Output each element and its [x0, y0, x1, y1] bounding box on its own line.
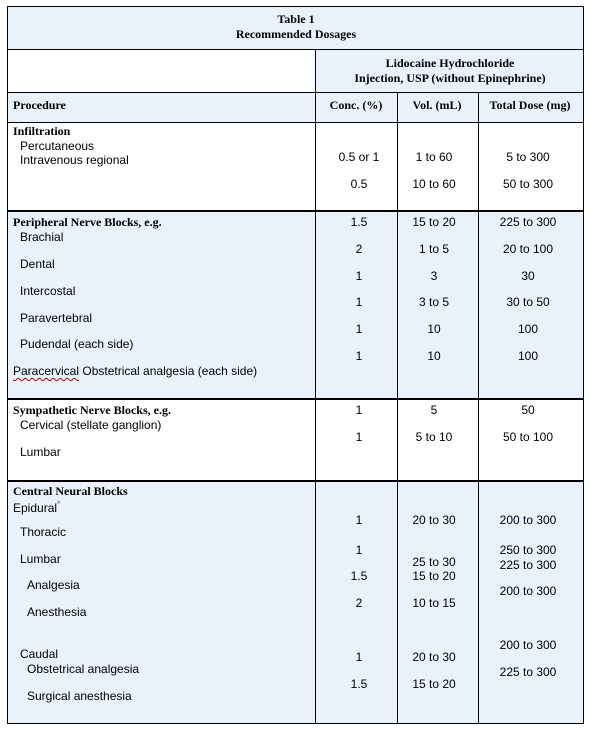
conc-value: 1 [355, 513, 363, 527]
conc-value: 1 [355, 349, 363, 363]
epidural-label: Epidural [13, 501, 58, 515]
procedure-dental: Dental [20, 257, 55, 271]
dosage-table [7, 6, 584, 724]
conc-value: 1.5 [350, 215, 368, 229]
dose-value: 200 to 300 [499, 638, 557, 652]
dose-value: 30 [521, 269, 535, 283]
conc-value: 2 [355, 596, 363, 610]
vol-value: 3 [430, 269, 438, 283]
dose-value: 100 [517, 349, 539, 363]
procedure-cervical: Cervical (stellate ganglion) [20, 418, 162, 432]
vol-value: 20 to 30 [412, 513, 456, 527]
vol-value: 1 to 5 [418, 242, 450, 256]
conc-value: 1 [355, 403, 363, 417]
footnote-link[interactable]: * [57, 499, 61, 509]
dose-value: 50 to 300 [502, 177, 554, 191]
procedure-percutaneous: Percutaneous [20, 139, 95, 153]
column-header-conc: Conc. (%) [329, 98, 383, 112]
dose-value: 50 [521, 403, 535, 417]
vol-value: 25 to 30 [412, 555, 456, 569]
product-form: Injection, USP (without Epinephrine) [354, 71, 546, 85]
conc-value: 1.5 [350, 569, 368, 583]
column-header-procedure: Procedure [13, 98, 66, 112]
dose-value: 20 to 100 [502, 242, 554, 256]
vol-value: 3 to 5 [418, 295, 450, 309]
section-heading-sympathetic: Sympathetic Nerve Blocks, e.g. [13, 403, 171, 417]
vol-value: 15 to 20 [412, 569, 456, 583]
vol-value: 5 [430, 403, 438, 417]
conc-value: 1.5 [350, 677, 368, 691]
dose-value: 50 to 100 [502, 430, 554, 444]
vol-value: 5 to 10 [415, 430, 453, 444]
vol-value: 10 to 15 [412, 596, 456, 610]
column-header-total-dose: Total Dose (mg) [489, 98, 571, 112]
conc-value: 1 [355, 295, 363, 309]
vol-value: 15 to 20 [412, 677, 456, 691]
vol-value: 1 to 60 [415, 150, 453, 164]
section-heading-infiltration: Infiltration [13, 124, 71, 138]
procedure-paravertebral: Paravertebral [20, 311, 93, 325]
conc-value: 2 [355, 242, 363, 256]
dose-value: 200 to 300 [499, 513, 557, 527]
dose-value: 250 to 300 [499, 543, 557, 557]
table-title: Table 1 [277, 12, 315, 26]
vol-value: 10 to 60 [412, 177, 456, 191]
procedure-surgical-anesthesia: Surgical anesthesia [27, 689, 132, 703]
product-header-blank [7, 49, 315, 92]
vol-value: 20 to 30 [412, 650, 456, 664]
procedure-intercostal: Intercostal [20, 284, 76, 298]
section-heading-central: Central Neural Blocks [13, 484, 128, 498]
procedure-analgesia: Analgesia [27, 578, 80, 592]
procedure-anesthesia: Anesthesia [27, 605, 87, 619]
table-subtitle: Recommended Dosages [235, 27, 357, 41]
conc-value: 0.5 [350, 177, 368, 191]
procedure-caudal: Caudal [20, 647, 59, 661]
procedure-thoracic: Thoracic [20, 525, 67, 539]
dose-value: 200 to 300 [499, 584, 557, 598]
vol-value: 10 [427, 322, 441, 336]
vol-value: 10 [427, 349, 441, 363]
procedure-epidural [13, 499, 61, 515]
dose-value: 100 [517, 322, 539, 336]
dose-value: 5 to 300 [506, 150, 550, 164]
central-section [7, 481, 584, 724]
procedure-intravenous-regional: Intravenous regional [20, 153, 129, 167]
procedure-brachial: Brachial [20, 230, 64, 244]
paracervical-word: Paracervical [13, 364, 80, 378]
dose-value: 30 to 50 [506, 295, 550, 309]
conc-value: 1 [355, 430, 363, 444]
dose-value: 225 to 300 [499, 558, 557, 572]
paracervical-detail: Obstetrical analgesia (each side) [82, 364, 258, 378]
procedure-paracervical [13, 364, 257, 378]
conc-value: 1 [355, 543, 363, 557]
procedure-lumbar-epidural: Lumbar [20, 552, 61, 566]
dose-value: 225 to 300 [499, 215, 557, 229]
procedure-obstetrical-analgesia: Obstetrical analgesia [27, 662, 140, 676]
dose-value: 225 to 300 [499, 665, 557, 679]
conc-value: 1 [355, 322, 363, 336]
section-heading-peripheral: Peripheral Nerve Blocks, e.g. [13, 215, 162, 229]
conc-value: 0.5 or 1 [338, 150, 380, 164]
conc-value: 1 [355, 269, 363, 283]
product-name: Lidocaine Hydrochloride [385, 56, 515, 70]
procedure-pudendal: Pudendal (each side) [20, 337, 134, 351]
procedure-lumbar-sympathetic: Lumbar [20, 445, 61, 459]
vol-value: 15 to 20 [412, 215, 456, 229]
column-header-vol: Vol. (mL) [412, 98, 462, 112]
conc-value: 1 [355, 650, 363, 664]
